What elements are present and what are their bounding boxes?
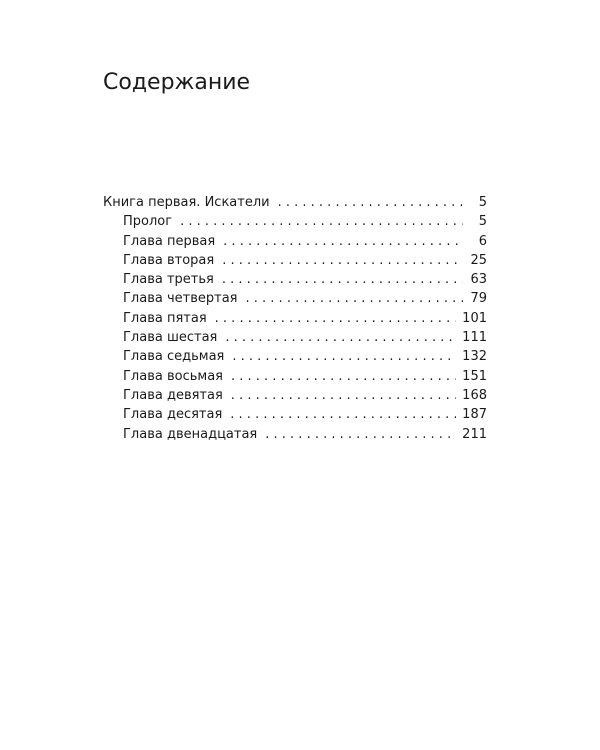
toc-entry-title: Глава первая bbox=[123, 233, 216, 249]
toc-entry-title: Глава девятая bbox=[123, 387, 223, 403]
toc-entry-page: 168 bbox=[462, 387, 487, 403]
toc-entry-title: Глава вторая bbox=[123, 252, 215, 268]
toc-entry-prologue[interactable] bbox=[103, 212, 487, 231]
toc-entry-title: Глава седьмая bbox=[123, 349, 225, 365]
toc-leader-dots bbox=[231, 386, 456, 405]
toc-leader-dots bbox=[231, 367, 456, 386]
toc-entry-chapter-7[interactable] bbox=[103, 347, 487, 366]
toc-entry-page: 79 bbox=[470, 291, 487, 307]
toc-entry-page: 101 bbox=[462, 310, 487, 326]
toc-entry-chapter-2[interactable] bbox=[103, 251, 487, 270]
toc-entry-page: 63 bbox=[470, 272, 487, 288]
toc-leader-dots bbox=[222, 251, 463, 270]
toc-leader-dots bbox=[230, 405, 456, 424]
toc-entry-title: Глава четвертая bbox=[123, 291, 238, 307]
toc-entry-chapter-4[interactable] bbox=[103, 289, 487, 308]
toc-entry-title: Глава восьмая bbox=[123, 368, 223, 384]
toc-leader-dots bbox=[265, 425, 456, 444]
toc-entry-title: Книга первая. Искатели bbox=[103, 195, 270, 210]
toc-entry-chapter-10[interactable] bbox=[103, 405, 487, 424]
toc-entry-title: Глава десятая bbox=[123, 407, 223, 423]
toc-leader-dots bbox=[223, 232, 463, 251]
toc-leader-dots bbox=[222, 270, 463, 289]
toc-entry-title: Глава третья bbox=[123, 272, 214, 288]
toc-leader-dots bbox=[246, 289, 464, 308]
toc-entry-page: 5 bbox=[478, 195, 487, 210]
toc-leader-dots bbox=[180, 212, 463, 231]
toc-leader-dots bbox=[215, 309, 457, 328]
toc-leader-dots bbox=[232, 347, 456, 366]
page-title: Содержание bbox=[103, 70, 251, 95]
toc-entry-chapter-12[interactable] bbox=[103, 425, 487, 444]
toc-entry-page: 151 bbox=[462, 368, 487, 384]
toc-entry-page: 111 bbox=[462, 330, 487, 346]
toc-entry-title: Глава шестая bbox=[123, 330, 218, 346]
toc-entry-book-one[interactable] bbox=[103, 193, 487, 212]
toc-entry-page: 5 bbox=[478, 214, 487, 230]
toc-entry-page: 211 bbox=[462, 426, 487, 442]
toc-entry-chapter-8[interactable] bbox=[103, 367, 487, 386]
toc-entry-chapter-9[interactable] bbox=[103, 386, 487, 405]
toc-entry-page: 6 bbox=[478, 233, 487, 249]
toc-entry-page: 132 bbox=[462, 349, 487, 365]
toc-entry-page: 187 bbox=[462, 407, 487, 423]
toc-entry-page: 25 bbox=[470, 252, 487, 268]
toc-entry-chapter-3[interactable] bbox=[103, 270, 487, 289]
toc-leader-dots bbox=[278, 193, 463, 212]
toc-entry-chapter-1[interactable] bbox=[103, 232, 487, 251]
toc-entry-title: Пролог bbox=[123, 214, 173, 230]
toc-leader-dots bbox=[225, 328, 456, 347]
toc-entry-chapter-5[interactable] bbox=[103, 309, 487, 328]
toc-entry-chapter-6[interactable] bbox=[103, 328, 487, 347]
toc-entry-title: Глава двенадцатая bbox=[123, 426, 258, 442]
table-of-contents bbox=[103, 193, 487, 444]
toc-entry-title: Глава пятая bbox=[123, 310, 207, 326]
